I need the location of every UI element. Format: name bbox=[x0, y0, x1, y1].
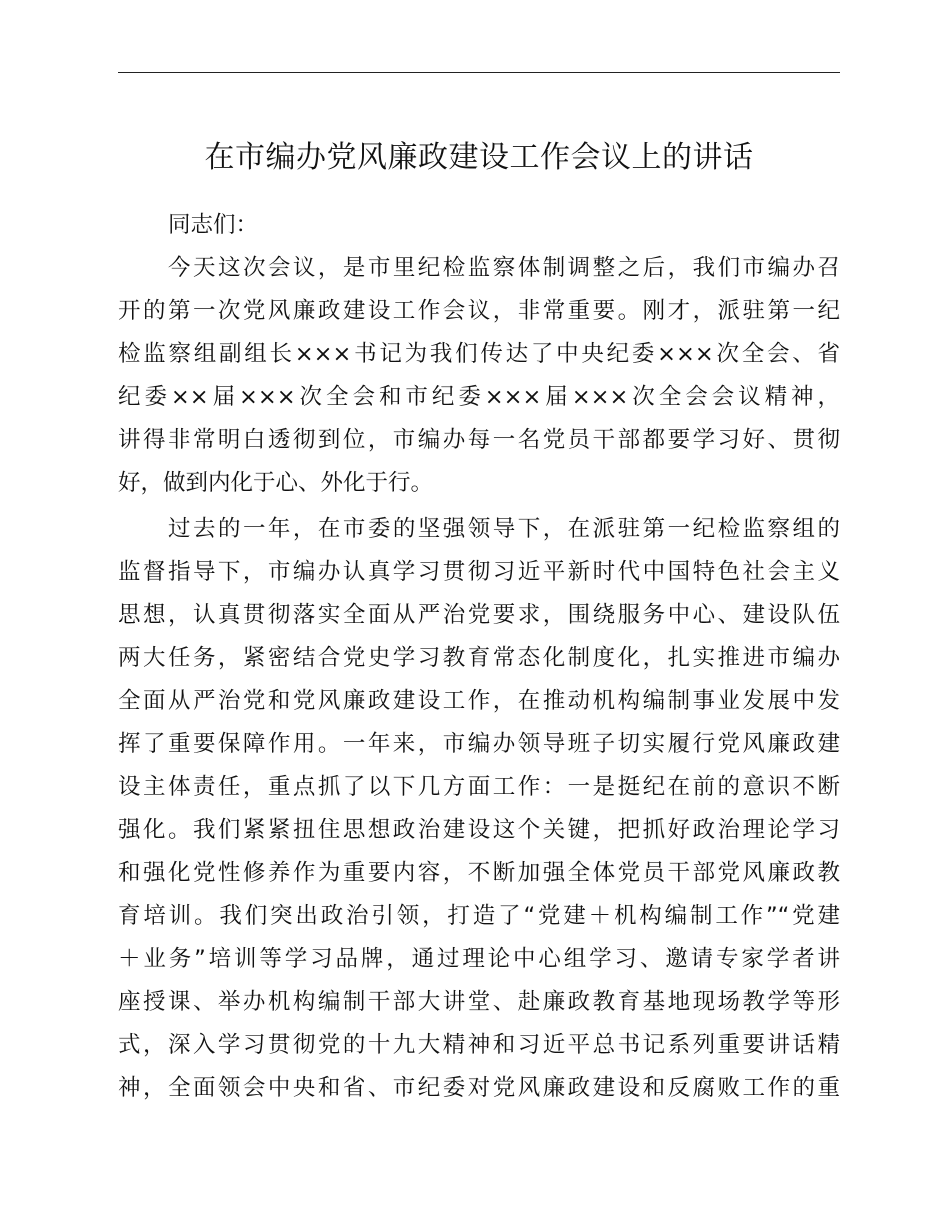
body-line: 神，全面领会中央和省、市纪委对党风廉政建设和反腐败工作的重 bbox=[118, 1075, 840, 1101]
body-line: 监督指导下，市编办认真学习贯彻习近平新时代中国特色社会主义 bbox=[118, 559, 840, 585]
body-line: 开的第一次党风廉政建设工作会议，非常重要。刚才，派驻第一纪 bbox=[118, 298, 840, 324]
body-line: 育培训。我们突出政治引领，打造了“党建＋机构编制工作”“党建 bbox=[118, 903, 840, 929]
header-rule bbox=[118, 72, 840, 73]
body-line: 好，做到内化于心、外化于行。 bbox=[118, 470, 434, 496]
body-line: ＋业务”培训等学习品牌，通过理论中心组学习、邀请专家学者讲 bbox=[118, 946, 840, 972]
body-line: 今天这次会议，是市里纪检监察体制调整之后，我们市编办召 bbox=[168, 255, 840, 281]
body-line: 检监察组副组长×××书记为我们传达了中央纪委×××次全会、省 bbox=[118, 341, 840, 367]
document-body bbox=[118, 204, 840, 1110]
body-line: 座授课、举办机构编制干部大讲堂、赴廉政教育基地现场教学等形 bbox=[118, 989, 840, 1015]
body-line: 挥了重要保障作用。一年来，市编办领导班子切实履行党风廉政建 bbox=[118, 731, 840, 757]
body-line: 两大任务，紧密结合党史学习教育常态化制度化，扎实推进市编办 bbox=[118, 645, 840, 671]
body-line: 全面从严治党和党风廉政建设工作，在推动机构编制事业发展中发 bbox=[118, 688, 840, 714]
body-line: 思想，认真贯彻落实全面从严治党要求，围绕服务中心、建设队伍 bbox=[118, 602, 840, 628]
body-line: 纪委××届×××次全会和市纪委×××届×××次全会会议精神， bbox=[118, 384, 840, 410]
body-line: 过去的一年，在市委的坚强领导下，在派驻第一纪检监察组的 bbox=[168, 516, 840, 542]
body-line: 设主体责任，重点抓了以下几方面工作：一是挺纪在前的意识不断 bbox=[118, 774, 840, 800]
body-line: 式，深入学习贯彻党的十九大精神和习近平总书记系列重要讲话精 bbox=[118, 1032, 840, 1058]
document-title: 在市编办党风廉政建设工作会议上的讲话 bbox=[204, 140, 754, 175]
salutation: 同志们： bbox=[168, 212, 259, 238]
body-line: 强化。我们紧紧扭住思想政治建设这个关键，把抓好政治理论学习 bbox=[118, 817, 840, 843]
body-line: 和强化党性修养作为重要内容，不断加强全体党员干部党风廉政教 bbox=[118, 860, 840, 886]
body-line: 讲得非常明白透彻到位，市编办每一名党员干部都要学习好、贯彻 bbox=[118, 427, 840, 453]
